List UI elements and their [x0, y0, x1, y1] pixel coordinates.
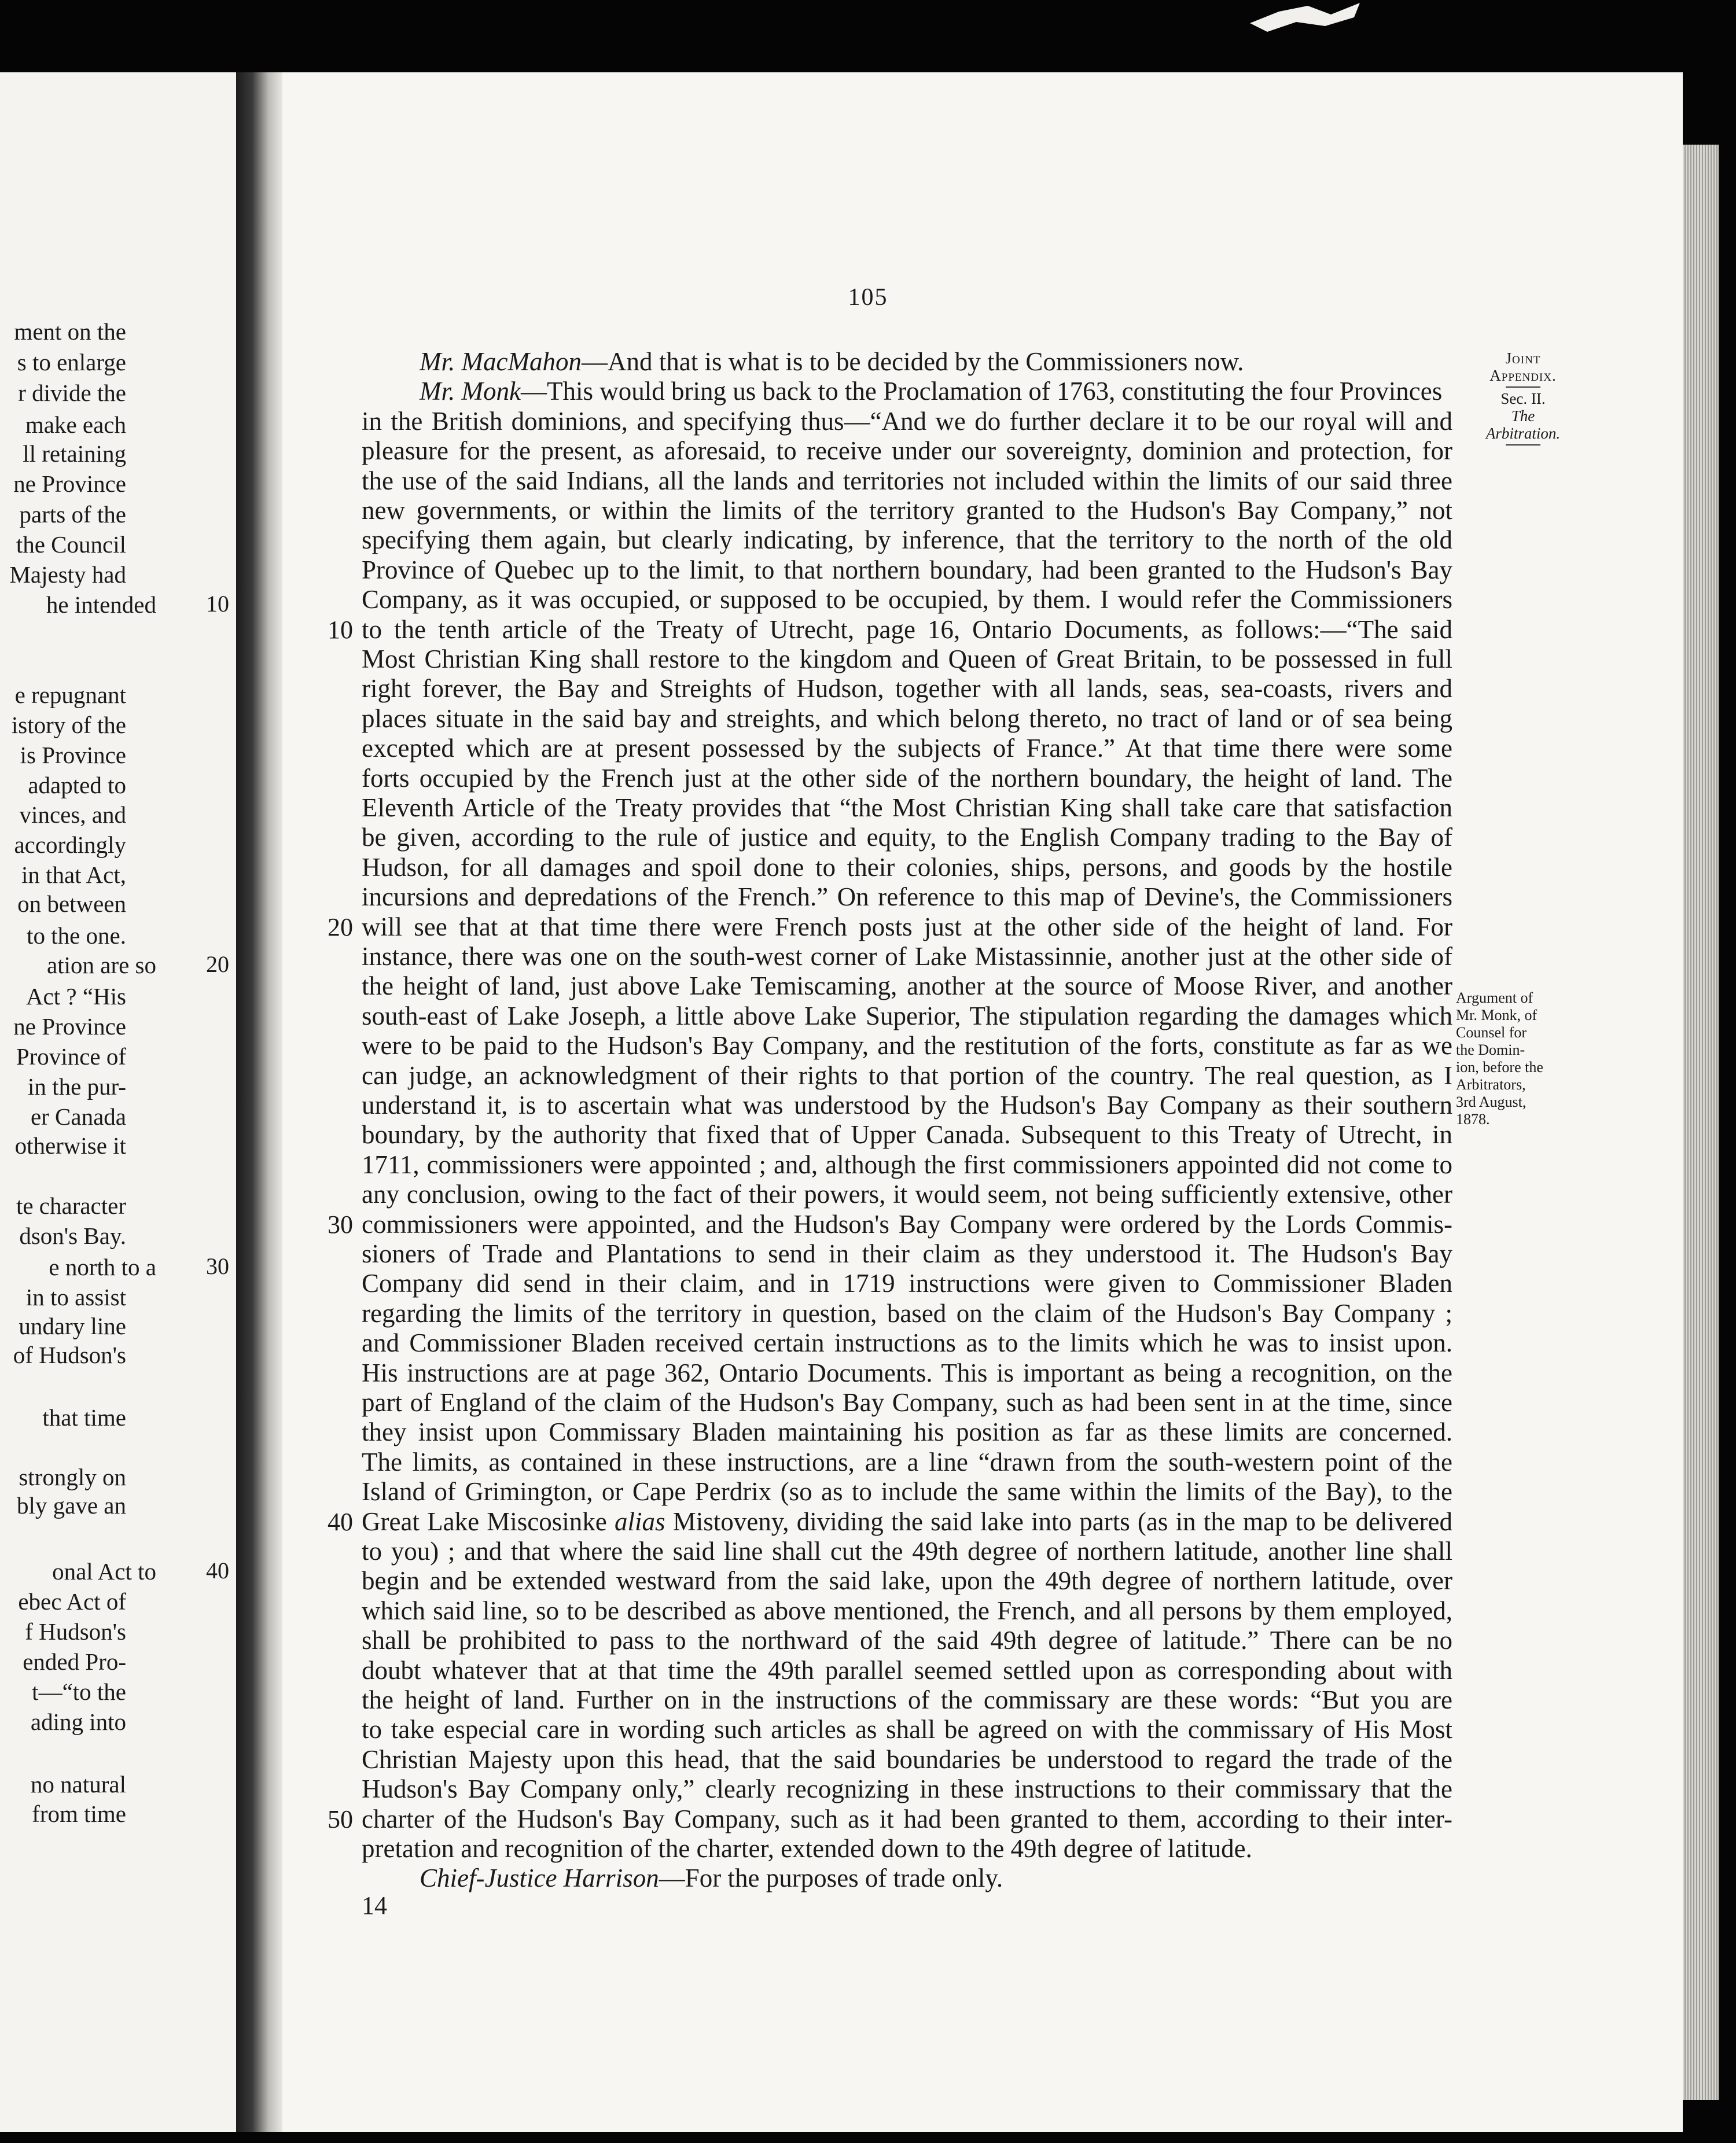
sidenote-argument-line: ion, before the [1456, 1059, 1543, 1076]
body-line: were to be paid to the Hudson's Bay Company, and the restitution of the forts, constitute as far as we [362, 1031, 1452, 1060]
left-page-line: that time [42, 1404, 126, 1431]
line-segment: Mistoveny, dividing the said lake into parts (as in the map to be delivered [665, 1507, 1452, 1536]
previous-page-fragment [0, 72, 240, 2132]
page-stack-edge [1683, 145, 1719, 2100]
left-page-line: the Council [16, 531, 126, 558]
left-page-line: er Canada [30, 1103, 126, 1130]
speaker-name: Mr. MacMahon [420, 347, 582, 376]
body-line-number: 40 [328, 1508, 353, 1536]
body-line: to the tenth article of the Treaty of Utrecht, page 16, Ontario Documents, as follows:—“The said [362, 615, 1452, 644]
left-page-line: ation are so [47, 952, 156, 978]
left-page-line: ne Province [13, 470, 126, 497]
left-page-line: ended Pro- [23, 1648, 126, 1675]
body-line: The limits, as contained in these instructions, are a line “drawn from the south-western point of the [362, 1448, 1452, 1476]
body-line: Company did send in their claim, and in 1719 instructions were given to Commissioner Bladen [362, 1269, 1452, 1298]
body-line [420, 347, 1452, 377]
body-line: Province of Quebec up to the limit, to that northern boundary, had been granted to the Hudson's Bay [362, 555, 1452, 584]
left-page-line: vinces, and [19, 801, 126, 828]
body-line: part of England of the claim of the Hudson's Bay Company, such as had been sent in at the time, since [362, 1388, 1452, 1417]
sidenote-joint: Joint [1505, 349, 1541, 367]
body-line: commissioners were appointed, and the Hudson's Bay Company were ordered by the Lords Commis- [362, 1210, 1452, 1239]
sidenote-argument-line: 1878. [1456, 1111, 1490, 1128]
left-page-line: strongly on [19, 1464, 126, 1490]
body-line: will see that at that time there were French posts just at the other side of the height of land. For [362, 912, 1452, 941]
sidenote-argument-line: Mr. Monk, of [1456, 1007, 1538, 1023]
body-line-number: 10 [328, 616, 353, 644]
body-line: boundary, by the authority that fixed that of Upper Canada. Subsequent to this Treaty of Utrecht, in [362, 1120, 1452, 1149]
body-line [420, 1864, 1452, 1893]
sidenote-argument-line: Argument of [1456, 989, 1533, 1006]
left-page-line: no natural [30, 1771, 126, 1798]
left-page-line: bly gave an [17, 1492, 126, 1519]
body-line: and Commissioner Bladen received certain instructions as to the limits which he was to insist upon. [362, 1328, 1452, 1357]
body-line: specifying them again, but clearly indicating, by inference, that the territory to the north of the old [362, 525, 1452, 554]
left-page-line: istory of the [11, 712, 126, 738]
left-page-line: to the one. [27, 922, 126, 949]
body-line: places situate in the said bay and streights, and which belong thereto, no tract of land or of sea being [362, 704, 1452, 733]
body-line: forts occupied by the French just at the other side of the northern boundary, the height of land. The [362, 764, 1452, 793]
left-page-line: ading into [30, 1708, 126, 1735]
body-line: the use of the said Indians, all the lands and territories not included within the limits of our said three [362, 466, 1452, 495]
left-page-line: is Province [20, 742, 126, 768]
left-page-line: make each [25, 411, 126, 438]
sidenote-the: The [1511, 407, 1535, 425]
body-line: instance, there was one on the south-west corner of Lake Mistassinnie, another just at the other side of [362, 942, 1452, 971]
left-page-line: on between [17, 890, 126, 917]
left-page-line: adapted to [28, 772, 126, 798]
body-line: to you) ; and that where the said line shall cut the 49th degree of northern latitude, another line shall [362, 1537, 1452, 1566]
book-gutter [236, 72, 282, 2132]
body-line: which said line, so to be described as above mentioned, the French, and all persons by them employed, [362, 1596, 1452, 1625]
speech-text: —For the purposes of trade only. [659, 1864, 1003, 1892]
body-line: excepted which are at present possessed by the subjects of France.” At that time there were some [362, 734, 1452, 763]
body-line: Most Christian King shall restore to the kingdom and Queen of Great Britain, to be possessed in full [362, 645, 1452, 673]
left-page-line: t—“to the [32, 1678, 126, 1705]
body-line: Christian Majesty upon this head, that the said boundaries be understood to regard the trade of the [362, 1745, 1452, 1774]
left-page-line: e repugnant [14, 682, 126, 708]
body-line: the height of land. Further on in the instructions of the commissary are these words: “But you are [362, 1685, 1452, 1714]
left-page-line: Act ? “His [25, 983, 126, 1010]
italic-word: alias [614, 1507, 665, 1536]
body-line: shall be prohibited to pass to the northward of the said 49th degree of latitude.” There can be no [362, 1626, 1452, 1655]
left-page-line: otherwise it [14, 1132, 126, 1159]
body-line: understand it, is to ascertain what was understood by the Hudson's Bay Company as their southern [362, 1091, 1452, 1120]
left-page-line: parts of the [19, 501, 126, 528]
sidenote-appendix: Appendix. [1489, 367, 1557, 384]
body-line: 1711, commissioners were appointed ; and, although the first commissioners appointed did not come to [362, 1150, 1452, 1179]
body-line: begin and be extended westward from the said lake, upon the 49th degree of northern latitude, over [362, 1566, 1452, 1595]
body-line: new governments, or within the limits of the territory granted to the Hudson's Bay Company,” not [362, 496, 1452, 525]
sidenote-argument-line: Counsel for [1456, 1024, 1527, 1041]
body-line: Eleventh Article of the Treaty provides that “the Most Christian King shall take care that satisfaction [362, 793, 1452, 822]
left-page-line-number: 40 [206, 1557, 229, 1584]
left-page-line: from time [32, 1800, 126, 1827]
left-page-line: te character [16, 1192, 126, 1219]
left-page-line: in the pur- [28, 1073, 126, 1100]
body-line: in the British dominions, and specifying thus—“And we do further declare it to be our royal will and [362, 407, 1452, 436]
body-line-number: 30 [328, 1210, 353, 1239]
signature-mark: 14 [362, 1891, 387, 1920]
body-line: to take especial care in wording such articles as shall be agreed on with the commissary of His Most [362, 1715, 1452, 1744]
left-page-line: s to enlarge [17, 349, 126, 375]
sidenote-argument-line: the Domin- [1456, 1041, 1525, 1058]
left-page-line: dson's Bay. [19, 1223, 126, 1249]
body-line: His instructions are at page 362, Ontario Documents. This is important as being a recognition, on the [362, 1358, 1452, 1387]
left-page-line: Majesty had [9, 561, 126, 588]
body-line [420, 377, 1452, 406]
body-line-number: 20 [328, 913, 353, 941]
left-page-line: ebec Act of [18, 1588, 126, 1615]
speaker-name: Mr. Monk [420, 377, 521, 406]
body-line: charter of the Hudson's Bay Company, such as it had been granted to them, according to their inter- [362, 1805, 1452, 1833]
left-page-line: r divide the [18, 380, 126, 406]
left-page-line-number: 10 [206, 591, 229, 617]
body-line: Hudson's Bay Company only,” clearly recognizing in these instructions to their commissary that the [362, 1774, 1452, 1803]
body-line: pretation and recognition of the charter, extended down to the 49th degree of latitude. [362, 1834, 1252, 1863]
speaker-name: Chief-Justice Harrison [420, 1864, 659, 1892]
sidenote-argument [1456, 989, 1592, 1128]
line-segment: Great Lake Miscosinke [362, 1507, 615, 1536]
left-page-line-number: 20 [206, 951, 229, 977]
body-line: Island of Grimington, or Cape Perdrix (so as to include the same within the limits of the Bay), to the [362, 1477, 1452, 1506]
body-line: pleasure for the present, as aforesaid, to receive under our sovereignty, dominion and protection, for [362, 436, 1452, 465]
left-page-line: undary line [19, 1313, 126, 1339]
page-number: 105 [848, 284, 888, 311]
left-page-line: onal Act to [52, 1558, 156, 1585]
sidenote-argument-line: Arbitrators, [1456, 1076, 1526, 1093]
sidenote-rule [1506, 386, 1540, 388]
sidenote-argument-line: 3rd August, [1456, 1093, 1527, 1110]
sidenote-rule [1506, 444, 1540, 445]
body-line: the height of land, just above Lake Temiscaming, another at the source of Moose River, and another [362, 971, 1452, 1000]
ink-mark [1244, 0, 1371, 35]
body-line: doubt whatever that at that time the 49th parallel seemed settled upon as corresponding about with [362, 1656, 1452, 1685]
body-line-number: 50 [328, 1805, 353, 1833]
left-page-line: ne Province [13, 1013, 126, 1040]
body-line: they insist upon Commissary Bladen maintaining his position as far as these limits are concerned. [362, 1417, 1452, 1446]
body-line: incursions and depredations of the French.” On reference to this map of Devine's, the Commissioners [362, 882, 1452, 911]
left-page-line: e north to a [49, 1254, 156, 1280]
left-page-line-number: 30 [206, 1253, 229, 1279]
body-line: be given, according to the rule of justice and equity, to the English Company trading to the Bay of [362, 823, 1452, 852]
left-page-line: of Hudson's [13, 1342, 126, 1368]
speech-text: —And that is what is to be decided by the Commissioners now. [581, 347, 1244, 376]
sidenote-joint-appendix [1459, 349, 1587, 448]
left-page-line: f Hudson's [25, 1618, 126, 1645]
body-line: regarding the limits of the territory in question, based on the claim of the Hudson's Bay Company ; [362, 1299, 1452, 1328]
left-page-line: in that Act, [21, 861, 126, 888]
left-page-line: in to assist [25, 1284, 126, 1310]
left-page-line: ment on the [14, 318, 126, 345]
body-line: south-east of Lake Joseph, a little above Lake Superior, The stipulation regarding the damages which [362, 1001, 1452, 1030]
body-line: any conclusion, owing to the fact of their powers, it would seem, not being sufficiently extensive, other [362, 1180, 1452, 1209]
body-line: sioners of Trade and Plantations to send in their claim as they understood it. The Hudson's Bay [362, 1239, 1452, 1268]
body-line [362, 1507, 1452, 1537]
body-line: Company, as it was occupied, or supposed to be occupied, by them. I would refer the Commissioners [362, 585, 1452, 614]
sidenote-arbitration: Arbitration. [1485, 425, 1561, 442]
body-line: Hudson, for all damages and spoil done to their colonies, ships, persons, and goods by the hostile [362, 853, 1452, 882]
body-line: right forever, the Bay and Streights of Hudson, together with all lands, seas, sea-coasts, rivers and [362, 674, 1452, 703]
left-page-line: Province of [16, 1043, 126, 1070]
body-line: can judge, an acknowledgment of their rights to that portion of the country. The real question, as I [362, 1061, 1452, 1090]
left-page-line: ll retaining [23, 440, 126, 467]
sidenote-section: Sec. II. [1500, 390, 1546, 407]
speech-text: —This would bring us back to the Proclamation of 1763, constituting the four Provinces [520, 377, 1443, 406]
left-page-line: accordingly [14, 831, 126, 858]
left-page-line: he intended [46, 591, 156, 618]
